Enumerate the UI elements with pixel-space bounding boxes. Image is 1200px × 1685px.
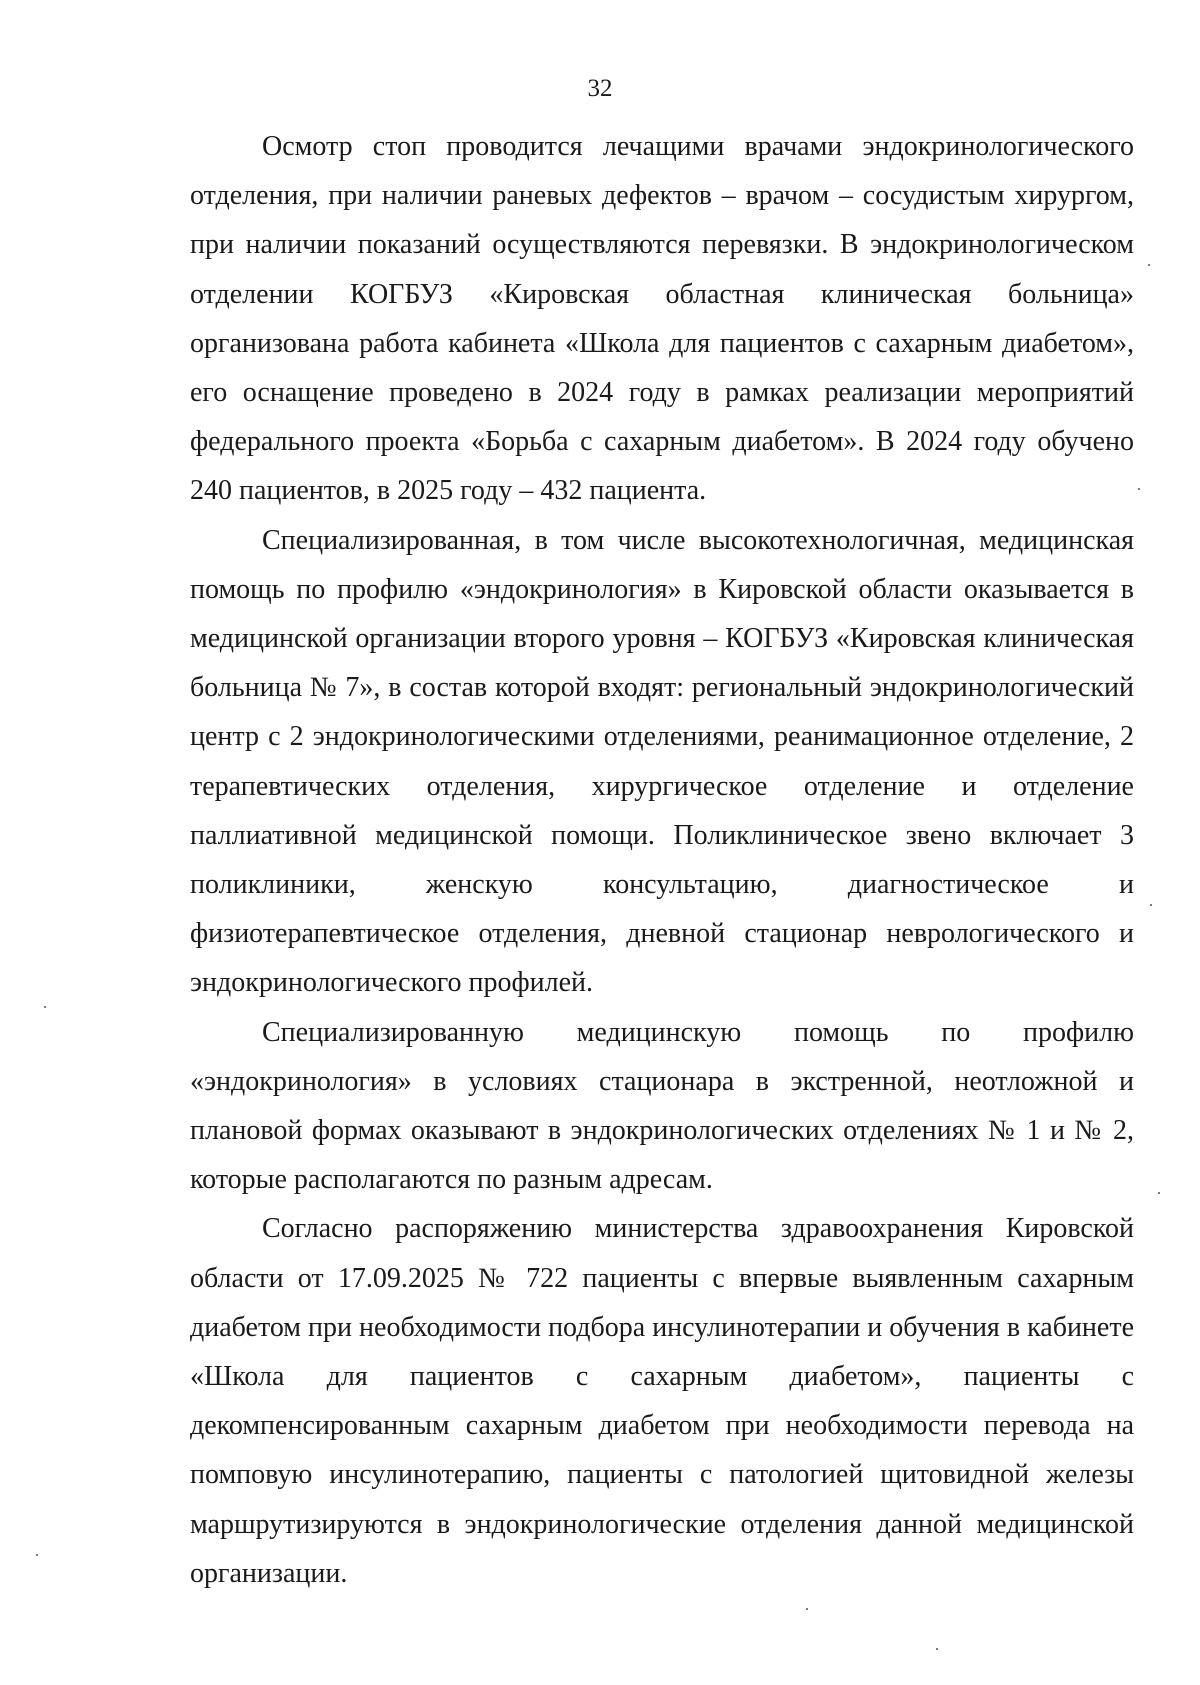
scan-speck [36, 1554, 38, 1556]
scan-speck [936, 1648, 938, 1650]
page-number: 32 [587, 75, 613, 102]
scan-speck [1150, 904, 1152, 906]
paragraph-inpatient-care: Специализированную медицинскую помощь по профилю «эндокринология» в условиях стационара в экстренной, неотложной и плановой формах оказывают в эндокринологических отделениях № 1 и № 2, которые располагаются по разным адресам. [190, 1016, 1134, 1196]
scan-speck [1138, 488, 1140, 490]
scan-speck [44, 1006, 46, 1008]
body-text [190, 122, 1134, 1598]
paragraph-specialized-care: Специализированная, в том числе высокотехнологичная, медицинская помощь по профилю «эндокринология» в Кировской области оказывается в медицинской организации второго уровня – КОГБУЗ «Кировская клиническая больница № 7», в состав которой входят: региональный эндокринологический центр с 2 эндокринологическими отделениями, реанимационное отделение, 2 терапевтических отделения, хирургическое отделение и отделение паллиативной медицинской помощи. Поликлиническое звено включает 3 поликлиники, женскую консультацию, диагностическое и физиотерапевтическое отделения, дневной стационар неврологического и эндокринологического профилей. [190, 524, 1134, 999]
scan-speck [1158, 1192, 1160, 1194]
paragraph-foot-examination: Осмотр стоп проводится лечащими врачами эндокринологического отделения, при наличии раневых дефектов – врачом – сосудистым хирургом, при наличии показаний осуществляются перевязки. В эндокринологическом отделении КОГБУЗ «Кировская областная клиническая больница» организована работа кабинета «Школа для пациентов с сахарным диабетом», его оснащение проведено в 2024 году в рамках реализации мероприятий федерального проекта «Борьба с сахарным диабетом». В 2024 году обучено 240 пациентов, в 2025 году – 432 пациента. [190, 131, 1134, 507]
scan-speck [806, 1608, 808, 1610]
paragraph-routing-order: Согласно распоряжению министерства здравоохранения Кировской области от 17.09.2025 № 722 пациенты с впервые выявленным сахарным диабетом при необходимости подбора инсулинотерапии и обучения в кабинете «Школа для пациентов с сахарным диабетом», пациенты с декомпенсированным сахарным диабетом при необходимости перевода на помповую инсулинотерапию, пациенты с патологией щитовидной железы маршрутизируются в эндокринологические отделения данной медицинской организации. [190, 1213, 1134, 1589]
scan-speck [1148, 264, 1150, 266]
